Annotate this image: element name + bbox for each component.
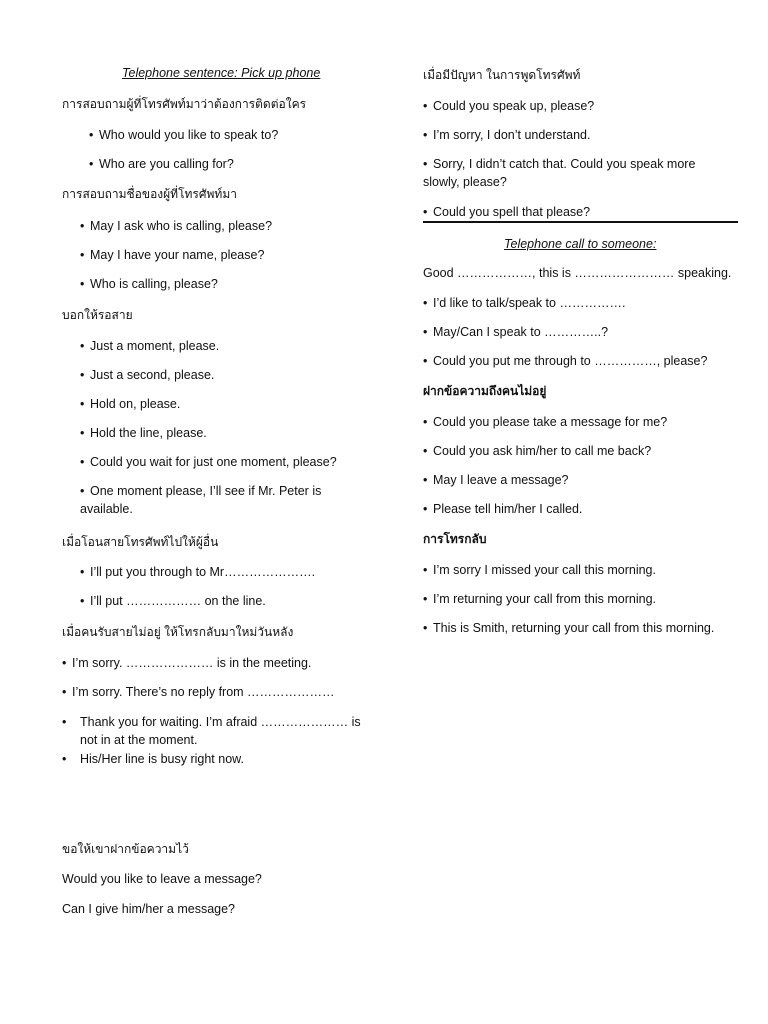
heading-ask-who-to-contact: การสอบถามผู้ที่โทรศัพท์มาว่าต้องการติดต่อใคร — [62, 97, 307, 111]
list-item: • Could you please take a message for me? — [423, 415, 668, 429]
list-item: • Who is calling, please? — [80, 277, 218, 291]
list-item: • May I ask who is calling, please? — [80, 219, 273, 233]
list-item: • I’d like to talk/speak to ……………. — [423, 296, 626, 310]
left-title: Telephone sentence: Pick up phone — [122, 66, 321, 80]
text-line: Would you like to leave a message? — [62, 872, 262, 886]
list-item: • Thank you for waiting. I’m afraid ………………… is not in at the moment. — [62, 715, 361, 747]
text-line: Can I give him/her a message? — [62, 902, 236, 916]
list-item: • Could you speak up, please? — [423, 99, 595, 113]
list-item: • Could you ask him/her to call me back? — [423, 444, 652, 458]
list-item: • I’m sorry I missed your call this morning. — [423, 563, 656, 577]
list-item: • Please tell him/her I called. — [423, 502, 583, 516]
list-item: • Hold the line, please. — [80, 426, 207, 440]
list-item: • I’m sorry, I don’t understand. — [423, 128, 591, 142]
list-item: • May/Can I speak to …………..? — [423, 325, 609, 339]
heading-phone-problems: เมื่อมีปัญหา ในการพูดโทรศัพท์ — [423, 68, 581, 82]
heading-take-message: ขอให้เขาฝากข้อความไว้ — [62, 842, 189, 856]
list-item: • One moment please, I’ll see if Mr. Peter is available. — [80, 484, 322, 516]
list-item: • Just a second, please. — [80, 368, 215, 382]
list-item: • Sorry, I didn’t catch that. Could you speak more slowly, please? — [423, 157, 696, 189]
list-item: • Could you spell that please? — [423, 205, 591, 219]
heading-call-back: การโทรกลับ — [423, 532, 487, 546]
text-line: Good ………………, this is …………………… speaking. — [423, 266, 732, 280]
section-divider — [423, 221, 738, 223]
list-item: • Could you put me through to ……………, please? — [423, 354, 708, 368]
list-item: • Who would you like to speak to? — [89, 128, 279, 142]
list-item: • I’ll put you through to Mr…………………. — [80, 565, 316, 579]
right-title: Telephone call to someone: — [504, 237, 657, 251]
list-item: • Could you wait for just one moment, please? — [80, 455, 337, 469]
heading-not-available: เมื่อคนรับสายไม่อยู่ ให้โทรกลับมาใหม่วันหลัง — [62, 625, 294, 639]
heading-ask-caller-name: การสอบถามชื่อของผู้ที่โทรศัพท์มา — [62, 187, 237, 201]
list-item: • This is Smith, returning your call from this morning. — [423, 621, 715, 635]
list-item: • I’ll put ……………… on the line. — [80, 594, 266, 608]
list-item: • Just a moment, please. — [80, 339, 220, 353]
heading-leave-message: ฝากข้อความถึงคนไม่อยู่ — [423, 384, 547, 398]
list-item: • I’m sorry. ………………… is in the meeting. — [62, 656, 312, 670]
heading-transfer-call: เมื่อโอนสายโทรศัพท์ไปให้ผู้อื่น — [62, 535, 219, 549]
list-item: • Hold on, please. — [80, 397, 181, 411]
list-item: • Who are you calling for? — [89, 157, 234, 171]
heading-ask-to-hold: บอกให้รอสาย — [62, 308, 133, 322]
list-item: • I’m returning your call from this morning. — [423, 592, 656, 606]
list-item: • I’m sorry. There’s no reply from ………………… — [62, 685, 335, 699]
list-item: • His/Her line is busy right now. — [62, 752, 244, 766]
list-item: • May I leave a message? — [423, 473, 569, 487]
list-item: • May I have your name, please? — [80, 248, 265, 262]
